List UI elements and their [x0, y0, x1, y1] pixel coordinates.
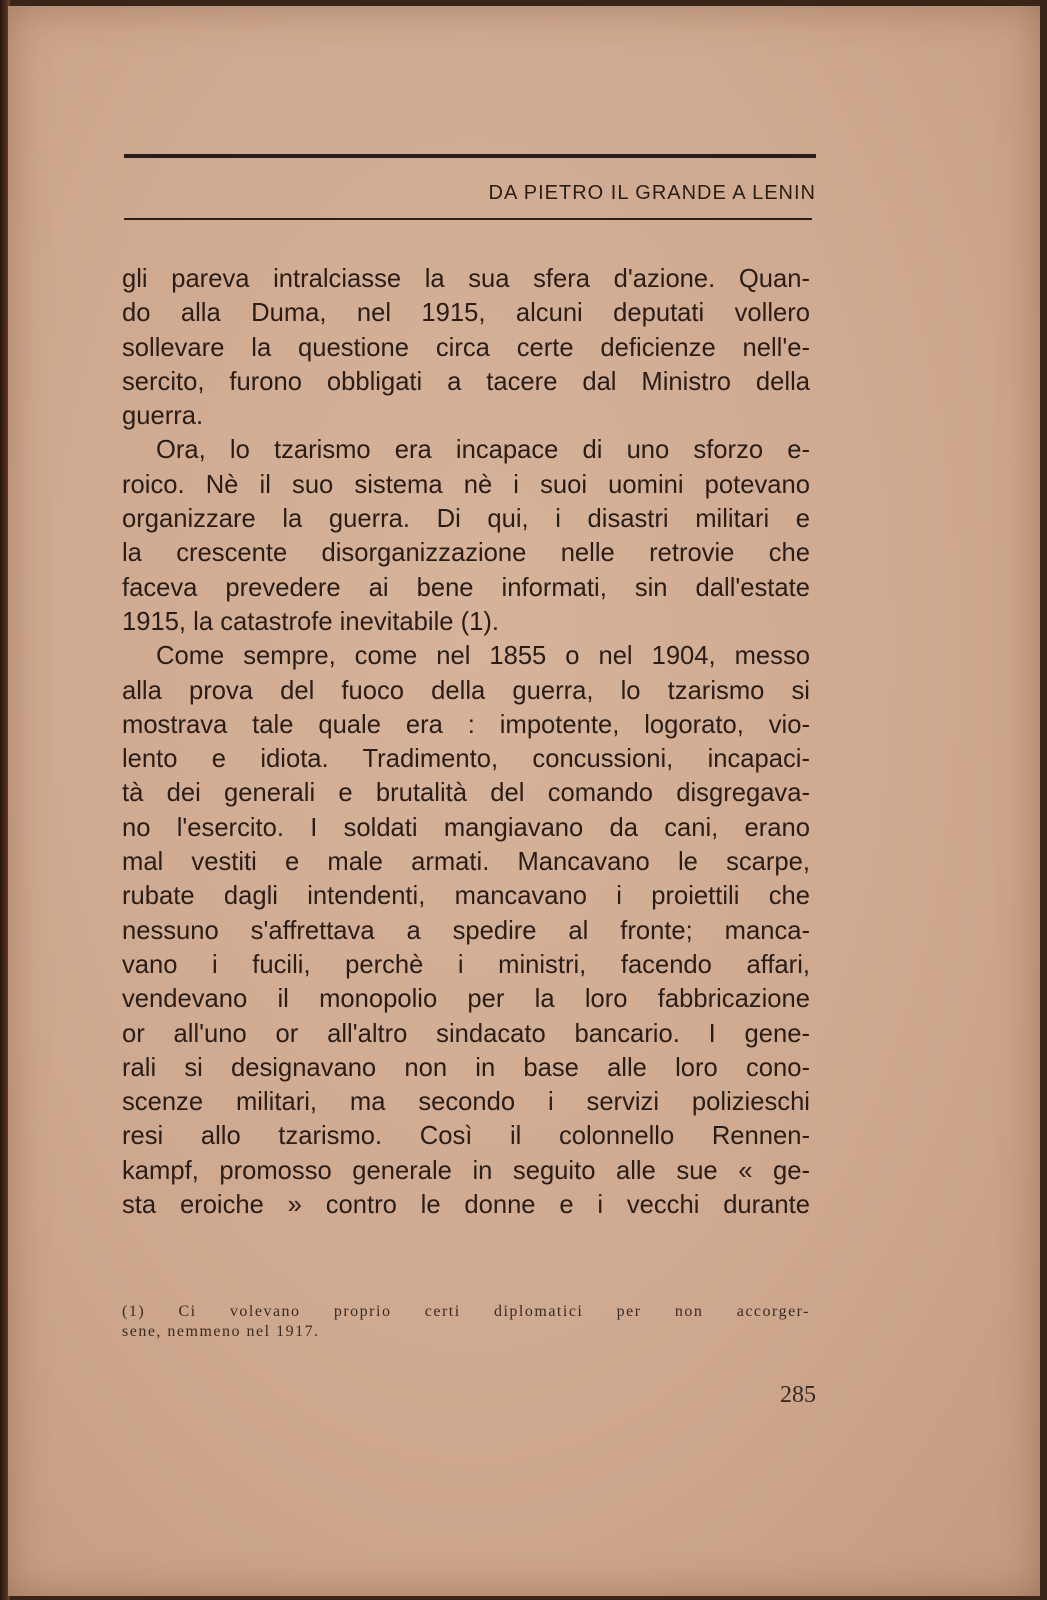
text-line: resi allo tzarismo. Così il colonnello Rennen- [122, 1122, 810, 1151]
text-line: kampf, promosso generale in seguito alle sue « ge- [122, 1156, 810, 1185]
text-line: tà dei generali e brutalità del comando disgregava- [122, 779, 810, 808]
text-line: vendevano il monopolio per la loro fabbricazione [122, 985, 810, 1014]
text-line: lento e idiota. Tradimento, concussioni, incapaci- [122, 745, 810, 774]
text-line: la crescente disorganizzazione nelle retrovie che [122, 539, 810, 568]
text-line: no l'esercito. I soldati mangiavano da cani, erano [122, 813, 810, 842]
text-line: or all'uno or all'altro sindacato bancario. I gene- [122, 1019, 810, 1048]
text-line: faceva prevedere ai bene informati, sin dall'estate [122, 573, 810, 602]
text-line: nessuno s'affrettava a spedire al fronte; manca- [122, 916, 810, 945]
text-line: do alla Duma, nel 1915, alcuni deputati vollero [122, 299, 810, 328]
running-head: DA PIETRO IL GRANDE A LENIN [488, 182, 816, 204]
text-line: vano i fucili, perchè i ministri, facendo affari, [122, 950, 810, 979]
header-rule-top [124, 154, 816, 158]
footnote [122, 1302, 810, 1342]
text-line: rubate dagli intendenti, mancavano i proiettili che [122, 882, 810, 911]
text-line: sollevare la questione circa certe deficienze nell'e- [122, 333, 810, 362]
text-line: alla prova del fuoco della guerra, lo tzarismo si [122, 676, 810, 705]
text-line: rali si designavano non in base alle loro cono- [122, 1053, 810, 1082]
text-line: scenze militari, ma secondo i servizi polizieschi [122, 1088, 810, 1117]
text-line: gli pareva intralciasse la sua sfera d'azione. Quan- [122, 265, 810, 293]
body-text [122, 262, 810, 1222]
text-line: mal vestiti e male armati. Mancavano le scarpe, [122, 848, 810, 877]
text-line: sercito, furono obbligati a tacere dal Ministro della [122, 367, 810, 396]
text-line: sta eroiche » contro le donne e i vecchi durante [122, 1191, 810, 1220]
header-rule-bottom [124, 218, 812, 220]
page-number: 285 [780, 1382, 816, 1408]
text-line: Come sempre, come nel 1855 o nel 1904, messo [156, 642, 810, 671]
text-line: Ora, lo tzarismo era incapace di uno sforzo e- [156, 436, 810, 465]
footnote-line: (1) Ci volevano proprio certi diplomatici per non accorger- [122, 1303, 810, 1320]
footnote-line: sene, nemmeno nel 1917. [122, 1323, 320, 1340]
text-line: roico. Nè il suo sistema nè i suoi uomini potevano [122, 470, 810, 499]
text-line: 1915, la catastrofe inevitabile (1). [122, 607, 500, 636]
text-line: organizzare la guerra. Di qui, i disastri militari e [122, 505, 810, 534]
text-line: guerra. [122, 402, 204, 431]
text-line: mostrava tale quale era : impotente, logorato, vio- [122, 710, 810, 739]
